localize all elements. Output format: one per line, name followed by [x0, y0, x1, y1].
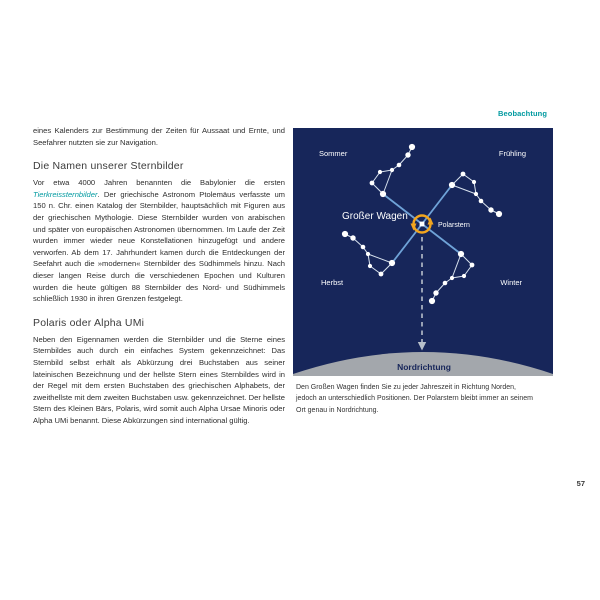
- star-dubhe: [380, 191, 386, 197]
- star-polaris: [420, 222, 425, 227]
- grosser-wagen-label: Großer Wagen: [342, 211, 408, 222]
- polarstern-label: Polarstern: [438, 222, 470, 229]
- star-dubhe: [449, 182, 455, 188]
- star-alioth: [361, 245, 366, 250]
- section-header-label: Beobachtung: [497, 109, 547, 118]
- body-paragraph-sternbilder: [33, 177, 285, 305]
- star-alioth: [479, 199, 484, 204]
- body-paragraph-polaris: Neben den Eigennamen werden die Sternbilder und die Sterne eines Sternbildes auch durch ein einfaches System gekennzeichnet: Das Sternbild selbst erhält als Abkürzung drei Buchstaben aus seiner lateinischen Bezeichnung und der hellste Stern eines Sternbildes wird in der Regel mit dem ersten Buchstaben des griechischen Alphabets, der zweithellste mit dem zweiten Buchstaben usw. gekennzeichnet. Der hellste Stern des Kleinen Bärs, Polaris, wird somit auch Alpha Ursae Minoris oder Alpha UMi benannt. Diese Abkürzungen sind international gültig.: [33, 334, 285, 425]
- star-megrez: [366, 252, 370, 256]
- star-phecda: [472, 180, 476, 184]
- fruehling-label: Frühling: [498, 149, 526, 158]
- star-alkaid: [342, 231, 348, 237]
- star-phecda: [378, 170, 382, 174]
- star-mizar: [433, 290, 438, 295]
- star-mizar: [405, 152, 410, 157]
- star-alkaid: [409, 144, 415, 150]
- winter-label: Winter: [500, 278, 522, 287]
- body-column: [33, 125, 285, 426]
- star-megrez: [474, 192, 478, 196]
- star-alioth: [397, 163, 402, 168]
- sky-background: [293, 128, 553, 376]
- paragraph-text-after-term: . Der griechische Astronom Ptolemäus verfasste um 150 n. Chr. einen Katalog der Sternbilder, hauptsächlich mit Figuren aus der griechischen Mythologie. Diese Sternbilder wurden von arabischen und später von europäischen Astronomen übernommen. Im Laufe der Zeit wurden immer wieder neue Konstellationen hinzugefügt und andere verworfen. Ab dem 17. Jahrhundert kamen durch die Entdeckungen der Seefahrt auch die »modernen« Sternbilder des Südhimmels hinzu. Nach dieser langen Reise durch die verschiedenen Epochen und Kulturen wurden die heute gültigen 88 Sternbilder des Nord- und Südhimmels schließlich 1930 in ihren Grenzen festgelegt.: [33, 189, 285, 304]
- section-heading-sternbilder: Die Namen unserer Sternbilder: [33, 160, 184, 173]
- star-phecda: [462, 274, 466, 278]
- paragraph-text-before-term: Vor etwa 4000 Jahren benannten die Babylonier die ersten: [33, 178, 285, 188]
- herbst-label: Herbst: [321, 278, 344, 287]
- zodiac-term: Tierkreissternbilder: [33, 189, 98, 199]
- night-sky-svg: [293, 128, 553, 376]
- star-dubhe: [458, 251, 464, 257]
- star-megrez: [390, 168, 394, 172]
- sommer-label: Sommer: [319, 149, 348, 158]
- star-mizar: [488, 207, 493, 212]
- star-alkaid: [429, 298, 435, 304]
- star-mizar: [350, 235, 355, 240]
- seasonal-sky-diagram: [293, 128, 553, 376]
- star-alkaid: [496, 211, 502, 217]
- star-alioth: [443, 281, 448, 286]
- figure-caption: Den Großen Wagen finden Sie zu jeder Jahreszeit in Richtung Norden, jedoch an unterschiedlich Positionen. Der Polarstern bleibt immer an seinem Ort genau in Nordrichtung.: [296, 384, 533, 414]
- section-heading-polaris: Polaris oder Alpha UMi: [33, 316, 145, 329]
- star-merak: [461, 172, 466, 177]
- nordrichtung-label: Nordrichtung: [397, 362, 451, 372]
- star-phecda: [368, 264, 372, 268]
- star-merak: [470, 263, 475, 268]
- star-merak: [379, 272, 384, 277]
- star-dubhe: [389, 260, 395, 266]
- star-merak: [370, 181, 375, 186]
- star-megrez: [450, 276, 454, 280]
- intro-paragraph: eines Kalenders zur Bestimmung der Zeiten für Aussaat und Ernte, und Seefahrer nutzten sie zur Navigation.: [33, 126, 285, 147]
- page-number: 57: [576, 479, 585, 488]
